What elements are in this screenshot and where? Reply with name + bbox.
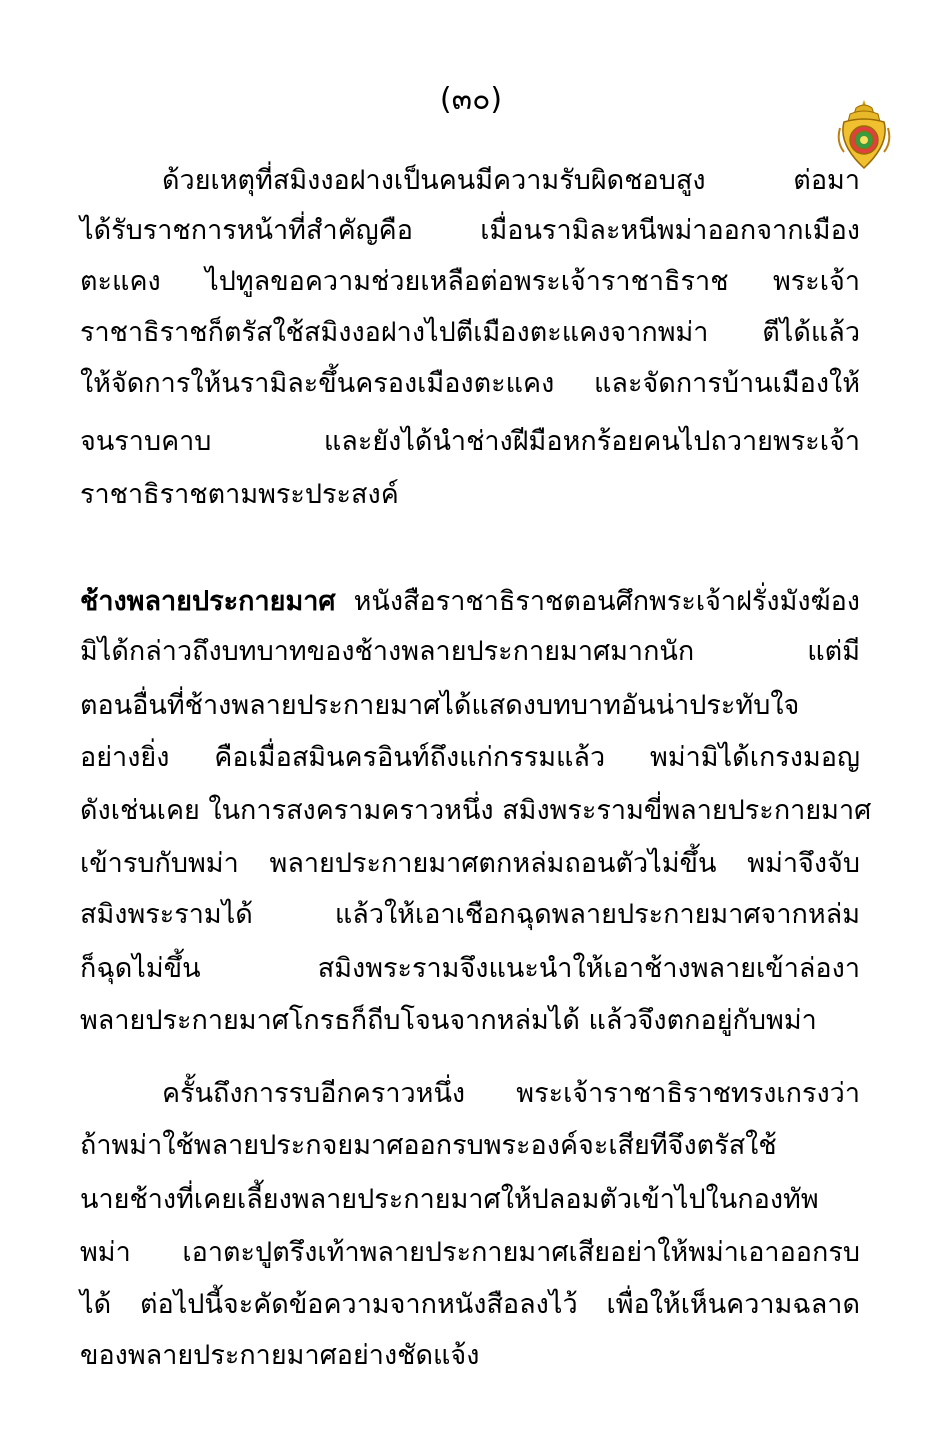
paragraph-2-line-5: ดังเช่นเคย ในการสงครามคราวหนึ่ง สมิงพระรามขี่พลายประกายมาศ [80, 795, 872, 826]
paragraph-2-line-8: ก็ฉุดไม่ขึ้น สมิงพระรามจึงแนะนำให้เอาช้างพลายเข้าล่องา [80, 953, 860, 984]
paragraph-3-line-5: ได้ ต่อไปนี้จะคัดข้อความจากหนังสือลงไว้ เพื่อให้เห็นความฉลาด [80, 1289, 860, 1320]
paragraph-2-line-1-text: หนังสือราชาธิราชตอนศึกพระเจ้าฝรั่งมังฆ้อง [353, 586, 860, 617]
paragraph-2-line-2: มิได้กล่าวถึงบทบาทของช้างพลายประกายมาศมากนัก แต่มี [80, 636, 860, 667]
paragraph-2-line-9: พลายประกายมาศโกรธก็ถีบโจนจากหล่มได้ แล้วจึงตกอยู่กับพม่า [80, 1005, 817, 1036]
paragraph-3-line-3: นายช้างที่เคยเลี้ยงพลายประกายมาศให้ปลอมตัวเข้าไปในกองทัพ [80, 1184, 819, 1215]
page-number: (๓๐) [439, 82, 503, 117]
paragraph-1-line-7: ราชาธิราชตามพระประสงค์ [80, 479, 399, 510]
paragraph-1-line-2: ได้รับราชการหน้าที่สำคัญคือ เมื่อนรามิละหนีพม่าออกจากเมือง [80, 215, 860, 246]
paragraph-2-line-6: เข้ารบกับพม่า พลายประกายมาศตกหล่มถอนตัวไม่ขึ้น พม่าจึงจับ [80, 848, 860, 879]
paragraph-2-line-7: สมิงพระรามได้ แล้วให้เอาเชือกฉุดพลายประกายมาศจากหล่ม [80, 899, 860, 930]
paragraph-3-line-1: ครั้นถึงการรบอีกคราวหนึ่ง พระเจ้าราชาธิราชทรงเกรงว่า [162, 1078, 860, 1109]
paragraph-1-line-6: จนราบคาบ และยังได้นำช่างฝีมือหกร้อยคนไปถวายพระเจ้า [80, 426, 860, 457]
paragraph-1-line-1: ด้วยเหตุที่สมิงงอฝางเป็นคนมีความรับผิดชอบสูง ต่อมา [162, 165, 860, 196]
paragraph-3-line-6: ของพลายประกายมาศอย่างชัดแจ้ง [80, 1340, 480, 1371]
paragraph-2-line-3: ตอนอื่นที่ช้างพลายประกายมาศได้แสดงบทบาทอันน่าประทับใจ [80, 690, 800, 721]
paragraph-3-line-2: ถ้าพม่าใช้พลายประกจยมาศออกรบพระองค์จะเสียทีจึงตรัสใช้ [80, 1130, 777, 1161]
paragraph-2-line-1 [80, 582, 860, 622]
paragraph-1-line-4: ราชาธิราชก็ตรัสใช้สมิงงอฝางไปตีเมืองตะแคงจากพม่า ตีได้แล้ว [80, 317, 860, 348]
paragraph-3-line-4: พม่า เอาตะปูตรึงเท้าพลายประกายมาศเสียอย่าให้พม่าเอาออกรบ [80, 1237, 860, 1268]
paragraph-2-line-4: อย่างยิ่ง คือเมื่อสมินครอินท์ถึงแก่กรรมแล้ว พม่ามิได้เกรงมอญ [80, 742, 860, 773]
paragraph-1-line-5: ให้จัดการให้นรามิละขึ้นครองเมืองตะแคง และจัดการบ้านเมืองให้ [80, 368, 860, 399]
section-heading: ช้างพลายประกายมาศ [80, 586, 336, 617]
royal-emblem-icon [836, 98, 892, 170]
paragraph-1-line-3: ตะแคง ไปทูลขอความช่วยเหลือต่อพระเจ้าราชาธิราช พระเจ้า [80, 266, 860, 297]
